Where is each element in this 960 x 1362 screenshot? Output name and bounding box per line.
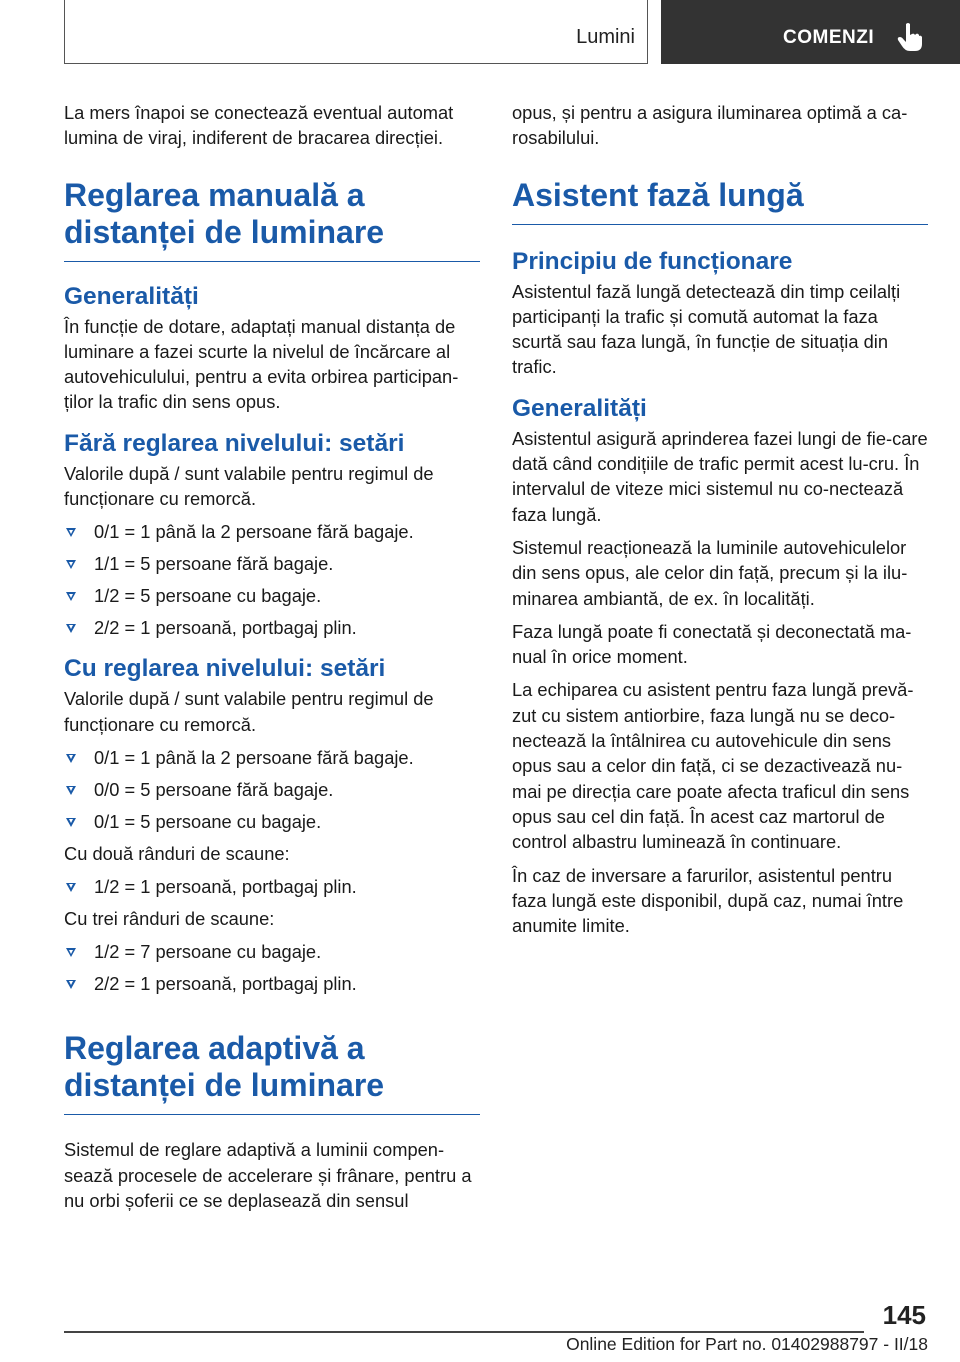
heading-no-level: Fără reglarea nivelului: setări <box>64 429 405 457</box>
intro-paragraph: La mers înapoi se conectează eventual automat lumina de viraj, indiferent de bracarea direcției. <box>64 102 454 149</box>
list-item: 1/2 = 7 persoane cu bagaje. <box>64 939 480 964</box>
heading-principle: Principiu de funcționare <box>512 247 793 275</box>
bullet-triangle-icon <box>66 560 76 569</box>
list-item: 0/0 = 5 persoane fără bagaje. <box>64 777 480 802</box>
paragraph: În caz de inversare a farurilor, asistentul pentru faza lungă este disponibil, după caz, numai între anumite limite. <box>512 864 904 937</box>
heading-general: Generalități <box>512 394 647 422</box>
list-item: 0/1 = 1 până la 2 persoane fără bagaje. <box>64 745 480 770</box>
header-section-box <box>64 0 648 64</box>
bullet-triangle-icon <box>66 980 76 989</box>
adaptive-paragraph: Sistemul de reglare adaptivă a luminii compen‐sează procesele de accelerare și frânare, pentru a nu orbi șoferii ce se deplasează din sensul <box>64 1139 472 1211</box>
pointing-hand-icon <box>897 22 923 52</box>
paragraph: La echiparea cu asistent pentru faza lungă prevă‐zut cu sistem antiorbire, faza lungă nu se deco‐nectează la întâlnirea cu autovehicule din sens opus sau a celor din față, ci se dezactivează nu‐mai pe direcția care poate afecta traficul din sens opus sau cel din față. În acest caz martorul de control albastru luminează în continuare. <box>512 679 914 853</box>
list-item: 1/2 = 1 persoană, portbagaj plin. <box>64 874 480 899</box>
general-paragraph: În funcție de dotare, adaptați manual distanța de luminare a fazei scurte la nivelul de încărcare al autovehiculului, pentru a evita orbirea participan‐ților la trafic din sens opus. <box>64 315 459 413</box>
continuation-paragraph: opus, și pentru a asigura iluminarea optimă a ca‐rosabilului. <box>512 102 908 149</box>
no-level-paragraph: Valorile după / sunt valabile pentru regimul de funcționare cu remorcă. <box>64 462 434 510</box>
bullet-triangle-icon <box>66 818 76 827</box>
bullet-triangle-icon <box>66 528 76 537</box>
two-rows-paragraph: Cu două rânduri de scaune: <box>64 842 290 864</box>
bullet-triangle-icon <box>66 754 76 763</box>
list-item: 0/1 = 1 până la 2 persoane fără bagaje. <box>64 519 480 544</box>
list-item: 2/2 = 1 persoană, portbagaj plin. <box>64 615 480 640</box>
list-item: 1/2 = 5 persoane cu bagaje. <box>64 583 480 608</box>
page-number: 145 <box>882 1300 926 1330</box>
section-title: Lumini <box>576 26 635 48</box>
heading-adaptive-range: Reglarea adaptivă a distanței de luminare <box>64 1030 480 1115</box>
bullet-triangle-icon <box>66 592 76 601</box>
paragraph: Sistemul reacționează la luminile autovehiculelor din sens opus, ale celor din față, precum și la ilu‐minarea ambiantă, de ex. în localități. <box>512 536 908 609</box>
paragraph: Asistentul asigură aprinderea fazei lungi de fie‐care dată când condițiile de trafic permit acest lu‐cru. În intervalul de viteze mici sistemul nu co‐nectează faza lungă. <box>512 427 928 525</box>
bullet-triangle-icon <box>66 786 76 795</box>
with-level-paragraph: Valorile după / sunt valabile pentru regimul de funcționare cu remorcă. <box>64 688 434 735</box>
three-rows-paragraph: Cu trei rânduri de scaune: <box>64 907 275 929</box>
right-column <box>512 100 928 946</box>
paragraph: Faza lungă poate fi conectată și deconectată ma‐nual în orice moment. <box>512 620 912 668</box>
footer-divider <box>64 1331 864 1333</box>
heading-manual-range: Reglarea manuală a distanței de luminare <box>64 177 480 262</box>
principle-paragraph: Asistentul fază lungă detectează din timp ceilalți participanți la trafic și comută automat la faza scurtă sau faza lungă, în funcție de situația din trafic. <box>512 280 901 378</box>
bullet-triangle-icon <box>66 624 76 633</box>
list-item: 2/2 = 1 persoană, portbagaj plin. <box>64 971 480 996</box>
bullet-triangle-icon <box>66 883 76 892</box>
heading-high-beam-assistant: Asistent fază lungă <box>512 177 928 225</box>
list-item: 0/1 = 5 persoane cu bagaje. <box>64 809 480 834</box>
left-column <box>64 100 480 1221</box>
footer-edition: Online Edition for Part no. 01402988797 - II/18 <box>566 1334 928 1354</box>
heading-general: Generalități <box>64 282 199 310</box>
commands-label: COMENZI <box>783 27 875 48</box>
commands-tab[interactable] <box>661 0 960 64</box>
list-item: 1/1 = 5 persoane fără bagaje. <box>64 551 480 576</box>
heading-with-level: Cu reglarea nivelului: setări <box>64 655 386 683</box>
bullet-triangle-icon <box>66 948 76 957</box>
